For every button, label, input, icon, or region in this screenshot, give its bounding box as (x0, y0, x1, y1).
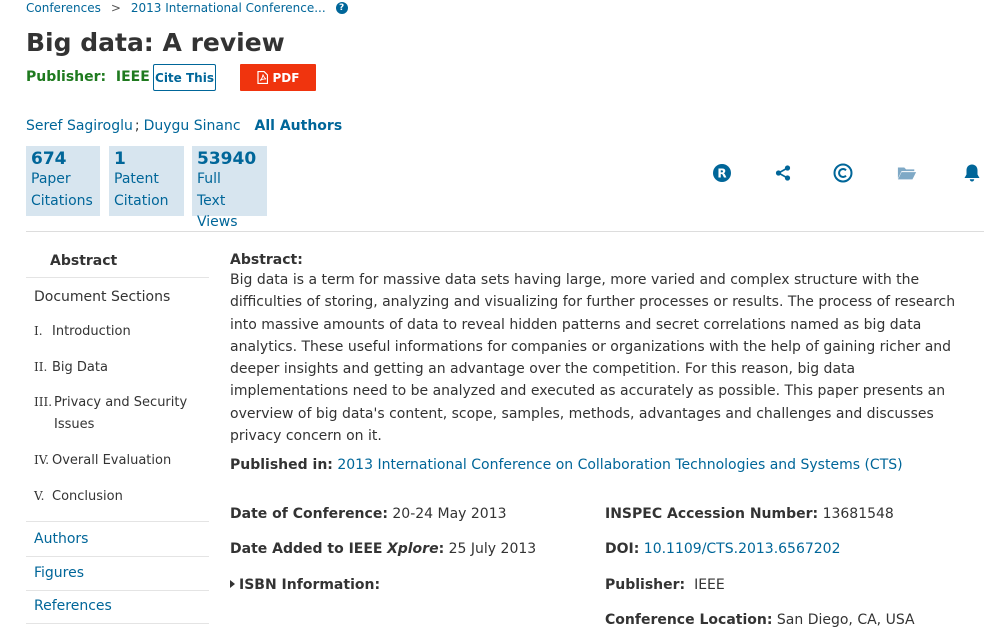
abstract-text: Big data is a term for massive data sets having large, more varied and complex structure with the difficulties of storing, analyzing and visualizing for further processes or results. The process of research into massive amounts of data to reveal hidden patterns and secret correlations named as big data analytics. These useful informations for companies or organizations with the help of gaining richer and deeper insights and getting an advantage over the competition. For this reason, big data implementations need to be analyzed and executed as accurately as possible. This paper presents an overview of big data's content, scope, samples, methods, advantages and challenges and discusses privacy concern on it. (230, 272, 956, 445)
section-number: III. (34, 395, 53, 409)
nav-section-big-data[interactable] (34, 360, 108, 375)
field-label: Date of Conference: (230, 506, 388, 522)
section-number: I. (34, 324, 43, 338)
section-label-continued: Issues (54, 417, 95, 432)
field-label-italic: Xplore (386, 541, 439, 557)
metric-full-text-views[interactable] (192, 146, 267, 230)
metric-label: Patent (114, 171, 159, 187)
section-label: Overall Evaluation (52, 453, 172, 468)
published-in-link[interactable]: 2013 International Conference on Collaboration Technologies and Systems (CTS) (337, 457, 903, 473)
pdf-label: PDF (272, 70, 300, 85)
date-of-conference (230, 506, 507, 522)
field-value: 25 July 2013 (448, 541, 537, 557)
abstract-heading: Abstract: (230, 252, 303, 268)
nav-section-privacy[interactable] (34, 395, 187, 436)
section-number: II. (34, 360, 48, 374)
publisher-name: IEEE (115, 69, 150, 85)
cite-this-button[interactable]: Cite This (153, 64, 216, 91)
metric-label: Paper (31, 171, 71, 187)
field-label: Publisher: (605, 577, 686, 593)
publisher-detail (605, 577, 725, 593)
field-value: IEEE (694, 577, 725, 593)
nav-divider (26, 623, 209, 624)
section-number: IV. (34, 453, 50, 467)
metric-label: Citations (31, 192, 93, 209)
nav-divider (26, 277, 209, 278)
nav-section-introduction[interactable] (34, 324, 131, 339)
field-value: 20-24 May 2013 (392, 506, 507, 522)
author-link[interactable]: Seref Sagiroglu (26, 118, 133, 134)
doi (605, 541, 841, 557)
section-number: V. (34, 489, 45, 503)
abstract-section (230, 252, 980, 447)
alert-bell-icon[interactable] (962, 163, 982, 183)
published-in-label: Published in: (230, 457, 333, 473)
metric-label: Citation (114, 192, 169, 209)
metric-value: 674 (31, 149, 67, 169)
date-added: Date Added to IEEE Xplore: 25 July 2013 (230, 541, 537, 557)
section-label: Introduction (52, 324, 131, 339)
folder-icon[interactable] (897, 163, 917, 183)
isbn-toggle[interactable] (230, 577, 380, 593)
breadcrumb-separator: > (110, 1, 121, 15)
field-label: DOI: (605, 541, 640, 557)
nav-divider (26, 556, 209, 557)
nav-section-overall-evaluation[interactable] (34, 453, 171, 468)
nav-abstract[interactable]: Abstract (50, 253, 118, 269)
publisher (26, 69, 150, 85)
section-label: Privacy and Security (54, 395, 188, 410)
pdf-button[interactable] (240, 64, 316, 91)
inspec-accession (605, 506, 894, 522)
nav-figures[interactable]: Figures (34, 565, 85, 581)
doi-link[interactable]: 10.1109/CTS.2013.6567202 (643, 541, 841, 557)
metric-label: Full (197, 171, 221, 187)
nav-authors[interactable]: Authors (34, 531, 89, 547)
question-circle-icon[interactable]: ? (336, 2, 348, 14)
metric-label: Text (197, 192, 226, 209)
metric-patent-citation[interactable] (109, 146, 184, 216)
header-divider (26, 231, 984, 232)
field-label: Conference Location: (605, 612, 773, 628)
field-value: San Diego, CA, USA (776, 612, 915, 628)
authors-line (26, 118, 342, 134)
nav-references[interactable]: References (34, 598, 112, 614)
conference-location (605, 612, 915, 628)
metric-paper-citations[interactable] (26, 146, 100, 216)
field-label: Date Added to IEEE (230, 541, 383, 557)
breadcrumb-conference[interactable]: 2013 International Conference... (130, 1, 326, 15)
field-value: 13681548 (822, 506, 894, 522)
author-link[interactable]: Duygu Sinanc (143, 118, 241, 134)
nav-divider (26, 590, 209, 591)
field-label: INSPEC Accession Number: (605, 506, 819, 522)
caret-right-icon (230, 580, 235, 588)
breadcrumb (26, 0, 348, 16)
nav-section-conclusion[interactable] (34, 489, 123, 504)
metric-value: 53940 (197, 149, 257, 169)
breadcrumb-conferences[interactable]: Conferences (26, 1, 101, 15)
svg-text:R: R (717, 166, 727, 181)
page-title: Big data: A review (26, 28, 285, 57)
publisher-label: Publisher: (26, 69, 107, 85)
nav-document-sections[interactable]: Document Sections (34, 289, 171, 305)
metric-value: 1 (114, 149, 126, 169)
author-separator: ; (134, 118, 140, 134)
share-icon[interactable] (773, 163, 793, 183)
published-in (230, 457, 903, 473)
rights-permissions-icon[interactable] (712, 163, 732, 183)
all-authors-link[interactable]: All Authors (254, 118, 343, 134)
field-label: ISBN Information: (239, 577, 381, 593)
section-label: Big Data (52, 360, 108, 375)
pdf-file-icon (257, 71, 268, 84)
nav-divider (26, 521, 209, 522)
metric-label: Views (197, 214, 238, 230)
section-label: Conclusion (52, 489, 123, 504)
copyright-icon[interactable] (833, 163, 853, 183)
